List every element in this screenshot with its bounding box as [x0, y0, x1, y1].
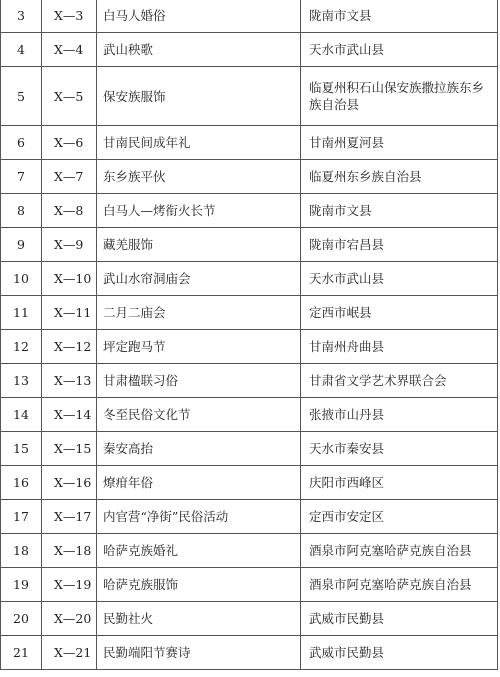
item-code-cell: Ⅹ—8	[42, 194, 97, 228]
item-code-cell: Ⅹ—13	[42, 364, 97, 398]
item-code-cell: Ⅹ—14	[42, 398, 97, 432]
region-cell: 定西市安定区	[301, 500, 498, 534]
item-code-cell: Ⅹ—21	[42, 636, 97, 670]
table-row	[1, 0, 498, 33]
item-code-cell: Ⅹ—17	[42, 500, 97, 534]
item-code-cell: Ⅹ—11	[42, 296, 97, 330]
table-row	[1, 466, 498, 500]
table-row	[1, 160, 498, 194]
item-name-cell: 二月二庙会	[97, 296, 301, 330]
row-number-cell: 5	[1, 67, 42, 126]
item-code-cell: Ⅹ—6	[42, 126, 97, 160]
region-cell: 甘南州夏河县	[301, 126, 498, 160]
region-cell: 甘南州舟曲县	[301, 330, 498, 364]
row-number-cell: 14	[1, 398, 42, 432]
row-number-cell: 20	[1, 602, 42, 636]
region-cell: 天水市武山县	[301, 262, 498, 296]
item-code-cell: Ⅹ—16	[42, 466, 97, 500]
item-name-cell: 武山秧歌	[97, 33, 301, 67]
item-code-cell: Ⅹ—7	[42, 160, 97, 194]
table-row	[1, 67, 498, 126]
item-name-cell: 东乡族平伙	[97, 160, 301, 194]
region-cell: 陇南市文县	[301, 0, 498, 33]
item-code-cell: Ⅹ—19	[42, 568, 97, 602]
row-number-cell: 9	[1, 228, 42, 262]
row-number-cell: 16	[1, 466, 42, 500]
row-number-cell: 4	[1, 33, 42, 67]
region-cell: 甘肃省文学艺术界联合会	[301, 364, 498, 398]
row-number-cell: 6	[1, 126, 42, 160]
heritage-table-body	[1, 0, 498, 670]
region-cell: 庆阳市西峰区	[301, 466, 498, 500]
row-number-cell: 18	[1, 534, 42, 568]
item-name-cell: 白马人婚俗	[97, 0, 301, 33]
item-code-cell: Ⅹ—5	[42, 67, 97, 126]
row-number-cell: 15	[1, 432, 42, 466]
row-number-cell: 17	[1, 500, 42, 534]
region-cell: 陇南市宕昌县	[301, 228, 498, 262]
region-cell: 陇南市文县	[301, 194, 498, 228]
item-code-cell: Ⅹ—18	[42, 534, 97, 568]
item-code-cell: Ⅹ—15	[42, 432, 97, 466]
item-name-cell: 哈萨克族婚礼	[97, 534, 301, 568]
table-row	[1, 330, 498, 364]
item-name-cell: 保安族服饰	[97, 67, 301, 126]
table-row	[1, 534, 498, 568]
region-cell: 天水市秦安县	[301, 432, 498, 466]
item-name-cell: 坪定跑马节	[97, 330, 301, 364]
table-row	[1, 568, 498, 602]
item-code-cell: Ⅹ—20	[42, 602, 97, 636]
region-cell: 张掖市山丹县	[301, 398, 498, 432]
row-number-cell: 11	[1, 296, 42, 330]
item-name-cell: 哈萨克族服饰	[97, 568, 301, 602]
item-name-cell: 冬至民俗文化节	[97, 398, 301, 432]
row-number-cell: 13	[1, 364, 42, 398]
region-cell: 临夏州积石山保安族撒拉族东乡族自治县	[301, 67, 498, 126]
region-cell: 临夏州东乡族自治县	[301, 160, 498, 194]
region-cell: 武威市民勤县	[301, 602, 498, 636]
table-row	[1, 194, 498, 228]
row-number-cell: 3	[1, 0, 42, 33]
table-row	[1, 296, 498, 330]
table-row	[1, 602, 498, 636]
row-number-cell: 19	[1, 568, 42, 602]
row-number-cell: 12	[1, 330, 42, 364]
table-row	[1, 636, 498, 670]
region-cell: 天水市武山县	[301, 33, 498, 67]
region-cell: 酒泉市阿克塞哈萨克族自治县	[301, 534, 498, 568]
table-row	[1, 500, 498, 534]
table-row	[1, 262, 498, 296]
row-number-cell: 7	[1, 160, 42, 194]
table-row	[1, 228, 498, 262]
row-number-cell: 10	[1, 262, 42, 296]
table-row	[1, 33, 498, 67]
table-row	[1, 432, 498, 466]
item-code-cell: Ⅹ—10	[42, 262, 97, 296]
region-cell: 武威市民勤县	[301, 636, 498, 670]
table-row	[1, 364, 498, 398]
item-name-cell: 甘南民间成年礼	[97, 126, 301, 160]
table-row	[1, 398, 498, 432]
item-name-cell: 燎疳年俗	[97, 466, 301, 500]
region-cell: 酒泉市阿克塞哈萨克族自治县	[301, 568, 498, 602]
item-name-cell: 甘肃楹联习俗	[97, 364, 301, 398]
row-number-cell: 21	[1, 636, 42, 670]
item-name-cell: 武山水帘洞庙会	[97, 262, 301, 296]
item-name-cell: 藏羌服饰	[97, 228, 301, 262]
item-name-cell: 秦安高抬	[97, 432, 301, 466]
item-name-cell: 白马人—烤衔火长节	[97, 194, 301, 228]
item-code-cell: Ⅹ—12	[42, 330, 97, 364]
item-code-cell: Ⅹ—4	[42, 33, 97, 67]
item-name-cell: 民勤端阳节赛诗	[97, 636, 301, 670]
item-name-cell: 内官营“净街”民俗活动	[97, 500, 301, 534]
item-name-cell: 民勤社火	[97, 602, 301, 636]
row-number-cell: 8	[1, 194, 42, 228]
item-code-cell: Ⅹ—9	[42, 228, 97, 262]
region-cell: 定西市岷县	[301, 296, 498, 330]
table-row	[1, 126, 498, 160]
item-code-cell: Ⅹ—3	[42, 0, 97, 33]
